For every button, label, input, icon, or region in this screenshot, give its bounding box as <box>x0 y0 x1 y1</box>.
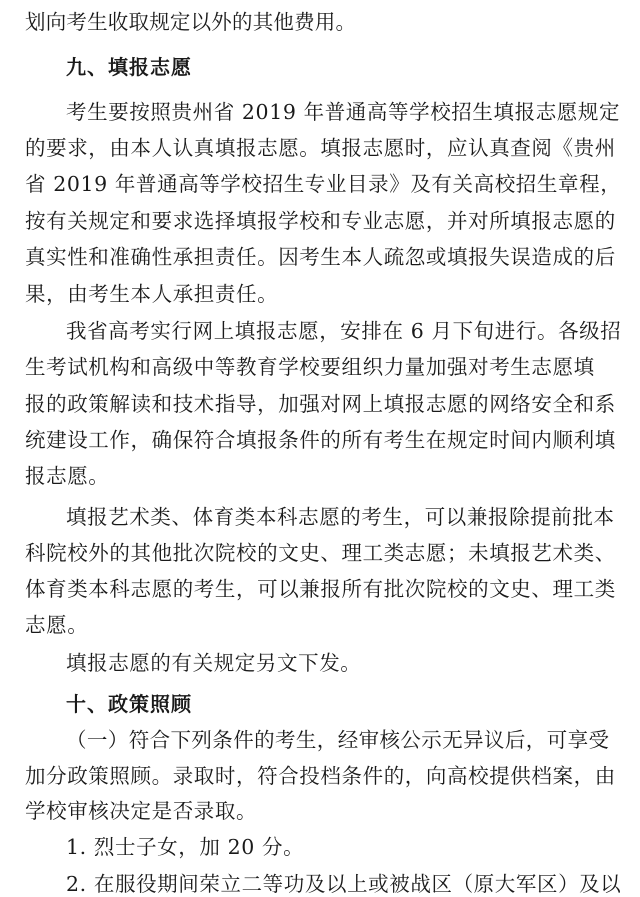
text-line-18: 填报志愿的有关规定另文下发。 <box>66 651 362 675</box>
text-line-5: 省 2019 年普通高等学校招生专业目录》及有关高校招生章程， <box>25 172 622 196</box>
text-line-9: 我省高考实行网上填报志愿，安排在 6 月下旬进行。各级招 <box>66 319 622 343</box>
text-line-3: 考生要按照贵州省 2019 年普通高等学校招生填报志愿规定 <box>66 100 621 124</box>
text-line-13: 报志愿。 <box>25 464 110 488</box>
text-line-12: 统建设工作，确保符合填报条件的所有考生在规定时间内顺利填 <box>25 428 616 452</box>
text-line-1: 划向考生收取规定以外的其他费用。 <box>25 10 357 34</box>
text-line-4: 的要求，由本人认真填报志愿。填报志愿时，应认真查阅《贵州 <box>25 136 616 160</box>
text-line-11: 报的政策解读和技术指导，加强对网上填报志愿的网络安全和系 <box>25 392 616 416</box>
list-item-2: 2. 在服役期间荣立二等功及以上或被战区（原大军区）及以 <box>66 872 622 896</box>
text-line-17: 志愿。 <box>25 613 89 637</box>
list-item-1: 1. 烈士子女，加 20 分。 <box>66 835 305 859</box>
section-heading-10: 十、政策照顾 <box>66 692 192 716</box>
section-heading-9: 九、填报志愿 <box>66 55 192 79</box>
text-line-7: 真实性和准确性承担责任。因考生本人疏忽或填报失误造成的后 <box>25 245 616 269</box>
text-line-10: 生考试机构和高级中等教育学校要组织力量加强对考生志愿填 <box>25 355 595 379</box>
text-line-6: 按有关规定和要求选择填报学校和专业志愿，并对所填报志愿的 <box>25 209 616 233</box>
text-line-21: 加分政策照顾。录取时，符合投档条件的，向高校提供档案，由 <box>25 764 616 788</box>
text-line-20: （一）符合下列条件的考生，经审核公示无异议后，可享受 <box>66 728 610 752</box>
text-line-8: 果，由考生本人承担责任。 <box>25 282 279 306</box>
text-line-14: 填报艺术类、体育类本科志愿的考生，可以兼报除提前批本 <box>66 505 615 529</box>
text-line-15: 科院校外的其他批次院校的文史、理工类志愿；未填报艺术类、 <box>25 541 616 565</box>
text-line-16: 体育类本科志愿的考生，可以兼报所有批次院校的文史、理工类 <box>25 577 616 601</box>
text-line-22: 学校审核决定是否录取。 <box>25 799 258 823</box>
